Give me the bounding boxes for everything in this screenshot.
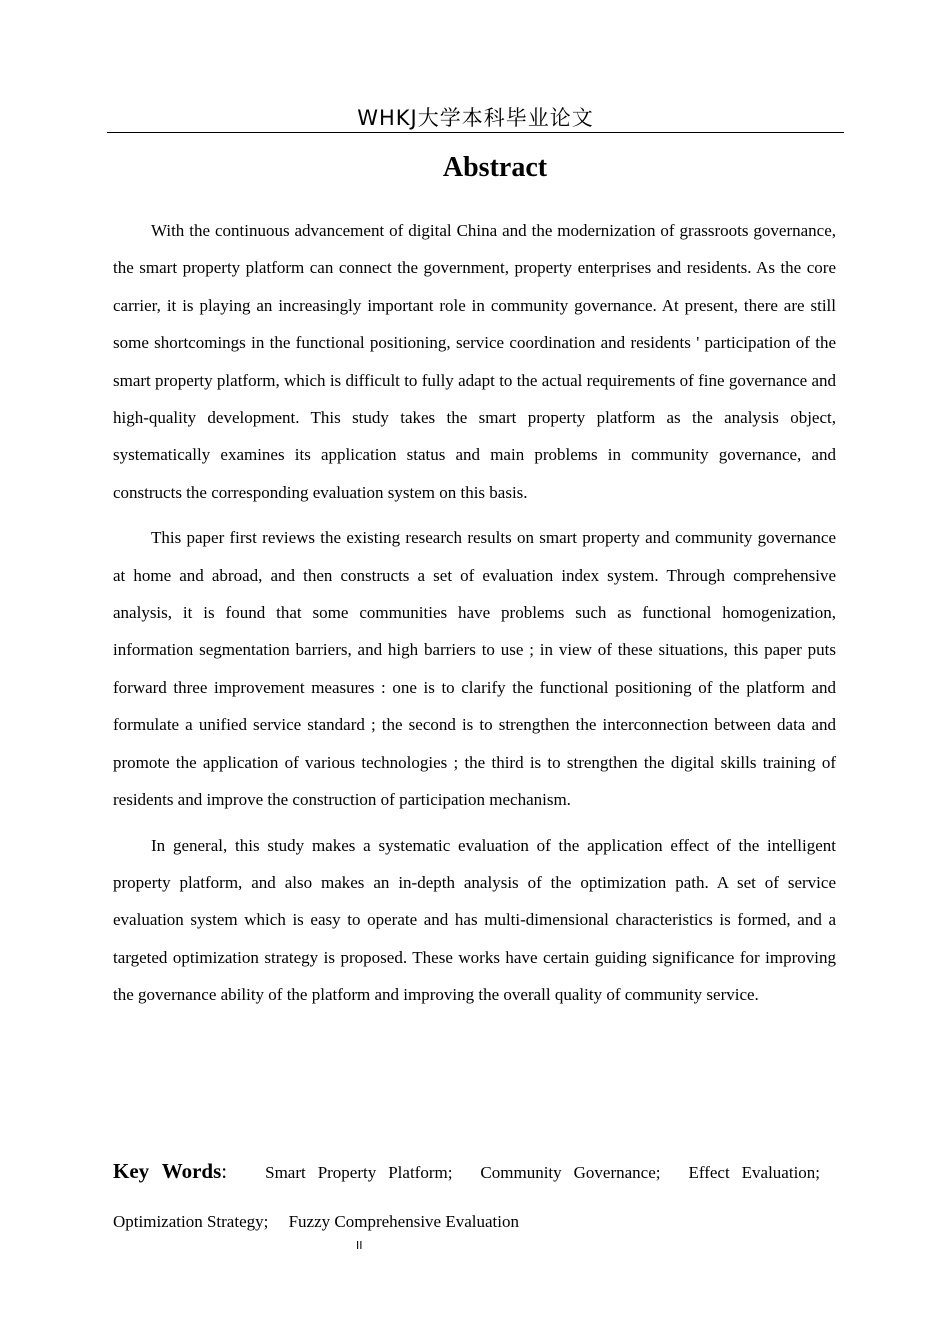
keyword-item: Smart Property Platform; [265,1163,453,1182]
header-text: WHKJ大学本科毕业论文 [357,106,594,130]
abstract-paragraph-1: With the continuous advancement of digital China and the modernization of grassroots governance, the smart property platform can connect the government, property enterprises and residents. As the core carrier, it is playing an increasingly important role in community governance. At present, there are still some shortcomings in the functional positioning, service coordination and residents ' participation of the smart property platform, which is difficult to fully adapt to the actual requirements of fine governance and high-quality development. This study takes the smart property platform as the analysis object, systematically examines its application status and main problems in community governance, and constructs the corresponding evaluation system on this basis. [113,221,836,502]
keyword-item: Effect Evaluation; [688,1163,821,1182]
keyword-item: Community Governance; [480,1163,661,1182]
keywords-label: Key Words [113,1159,222,1183]
abstract-title: Abstract [442,152,548,183]
page-number: II [356,1239,363,1252]
running-header [107,104,844,133]
keyword-item: Fuzzy Comprehensive Evaluation [288,1212,519,1231]
abstract-paragraph-3: In general, this study makes a systematic evaluation of the application effect of the intelligent property platform, and also makes an in-depth analysis of the optimization path. A set of service evaluation system which is easy to operate and has multi-dimensional characteristics is formed, and a targeted optimization strategy is proposed. These works have certain guiding significance for improving the governance ability of the platform and improving the overall quality of community service. [113,835,836,1005]
keyword-item: Optimization Strategy; [113,1212,269,1231]
abstract-paragraph-2: This paper first reviews the existing research results on smart property and community governance at home and abroad, and then constructs a set of evaluation index system. Through comprehensive analysis, it is found that some communities have problems such as functional homogenization, information segmentation barriers, and high barriers to use ; in view of these situations, this paper puts forward three improvement measures : one is to clarify the functional positioning of the platform and formulate a unified service standard ; the second is to strengthen the interconnection between data and promote the application of various technologies ; the third is to strengthen the digital skills training of residents and improve the construction of participation mechanism. [113,528,836,810]
abstract-body [113,212,836,1022]
keywords-colon: : [221,1159,228,1183]
keywords [113,1147,836,1246]
